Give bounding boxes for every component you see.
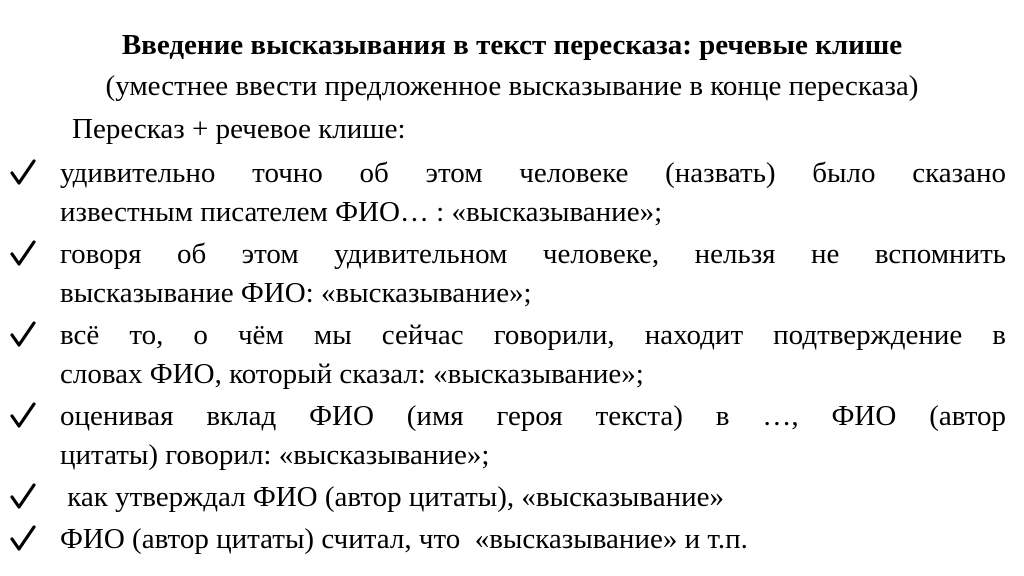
checkmark-icon: [8, 524, 54, 554]
bullet-text-line: оценивая вклад ФИО (имя героя текста) в …, ФИО (автор: [60, 400, 1006, 432]
checkmark-icon: [8, 482, 54, 512]
checkmark-icon: [8, 239, 54, 269]
list-item: [8, 397, 1006, 475]
list-item: [8, 478, 1006, 517]
bullet-text-line: словах ФИО, который сказал: «высказывание»;: [60, 358, 644, 390]
bullet-text-line: всё то, о чём мы сейчас говорили, находит подтверждение в: [60, 319, 1006, 351]
bullet-text-line: цитаты) говорил: «высказывание»;: [60, 439, 490, 471]
bullet-text-line: как утверждал ФИО (автор цитаты), «высказывание»: [60, 481, 725, 513]
checkmark-icon: [8, 320, 54, 350]
bullet-text-line: удивительно точно об этом человеке (назвать) было сказано: [60, 157, 1006, 189]
bullet-text-line: ФИО (автор цитаты) считал, что «высказывание» и т.п.: [60, 523, 748, 555]
bullet-text-line: известным писателем ФИО… : «высказывание»;: [60, 196, 663, 228]
list-item: [8, 316, 1006, 394]
list-item: [8, 235, 1006, 313]
checkmark-icon: [8, 158, 54, 188]
bullet-text-line: высказывание ФИО: «высказывание»;: [60, 277, 532, 309]
slide-title: Введение высказывания в текст пересказа: речевые клише: [121, 29, 903, 61]
slide-subtitle: (уместнее ввести предложенное высказывание в конце пересказа): [105, 70, 919, 102]
intro-text: Пересказ + речевое клише:: [72, 113, 406, 145]
checkmark-icon: [8, 401, 54, 431]
list-item: [8, 520, 1006, 559]
bullet-list: [8, 154, 1006, 562]
bullet-text-line: говоря об этом удивительном человеке, нельзя не вспомнить: [60, 238, 1006, 270]
list-item: [8, 154, 1006, 232]
